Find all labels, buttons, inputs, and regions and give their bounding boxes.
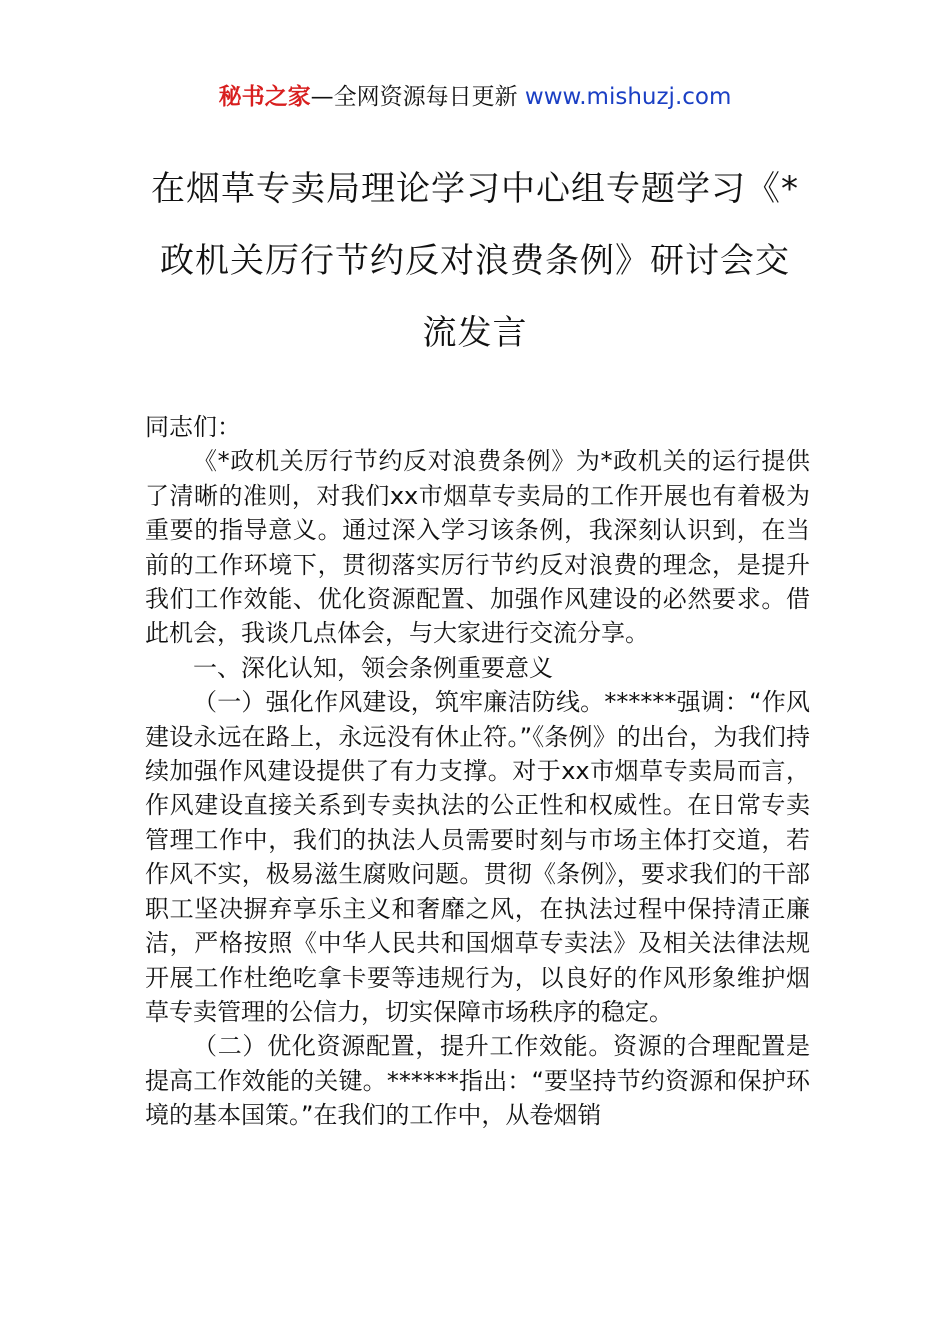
document-title xyxy=(100,153,850,369)
brand-name: 秘书之家 xyxy=(218,84,311,110)
paragraph-subsection-2: （二）优化资源配置，提升工作效能。资源的合理配置是提高工作效能的关键。******指出：“要坚持节约资源和保护环境的基本国策。”在我们的工作中，从卷烟销 xyxy=(145,1032,810,1130)
document-body xyxy=(145,410,810,1133)
paragraph-intro: 《*政机关厉行节约反对浪费条例》为*政机关的运行提供了清晰的准则，对我们xx市烟草专卖局的工作开展也有着极为重要的指导意义。通过深入学习该条例，我深刻认识到，在当前的工作环境下，贯彻落实厉行节约反对浪费的理念，是提升我们工作效能、优化资源配置、加强作风建设的必然要求。借此机会，我谈几点体会，与大家进行交流分享。 xyxy=(145,447,810,648)
title-line-3: 流发言 xyxy=(422,313,528,353)
banner-dash: — xyxy=(310,84,334,110)
paragraph-subsection-1: （一）强化作风建设，筑牢廉洁防线。******强调：“作风建设永远在路上，永远没有休止符。”《条例》的出台，为我们持续加强作风建设提供了有力支撑。对于xx市烟草专卖局而言，作风建设直接关系到专卖执法的公正性和权威性。在日常专卖管理工作中，我们的执法人员需要时刻与市场主体打交道，若作风不实，极易滋生腐败问题。贯彻《条例》，要求我们的干部职工坚决摒弃享乐主义和奢靡之风，在执法过程中保持清正廉洁，严格按照《中华人民共和国烟草专卖法》及相关法律法规开展工作杜绝吃拿卡要等违规行为，以良好的作风形象维护烟草专卖管理的公信力，切实保障市场秩序的稳定。 xyxy=(145,688,810,1026)
banner-tagline: 全网资源每日更新 xyxy=(333,84,525,110)
site-banner xyxy=(0,80,950,114)
site-url-link[interactable]: www.mishuzj.com xyxy=(524,84,732,110)
title-line-1: 在烟草专卖局理论学习中心组专题学习《* xyxy=(151,169,799,209)
title-line-2: 政机关厉行节约反对浪费条例》研讨会交 xyxy=(160,241,790,281)
salutation: 同志们： xyxy=(145,413,241,441)
section-heading-1: 一、深化认知，领会条例重要意义 xyxy=(193,653,553,682)
